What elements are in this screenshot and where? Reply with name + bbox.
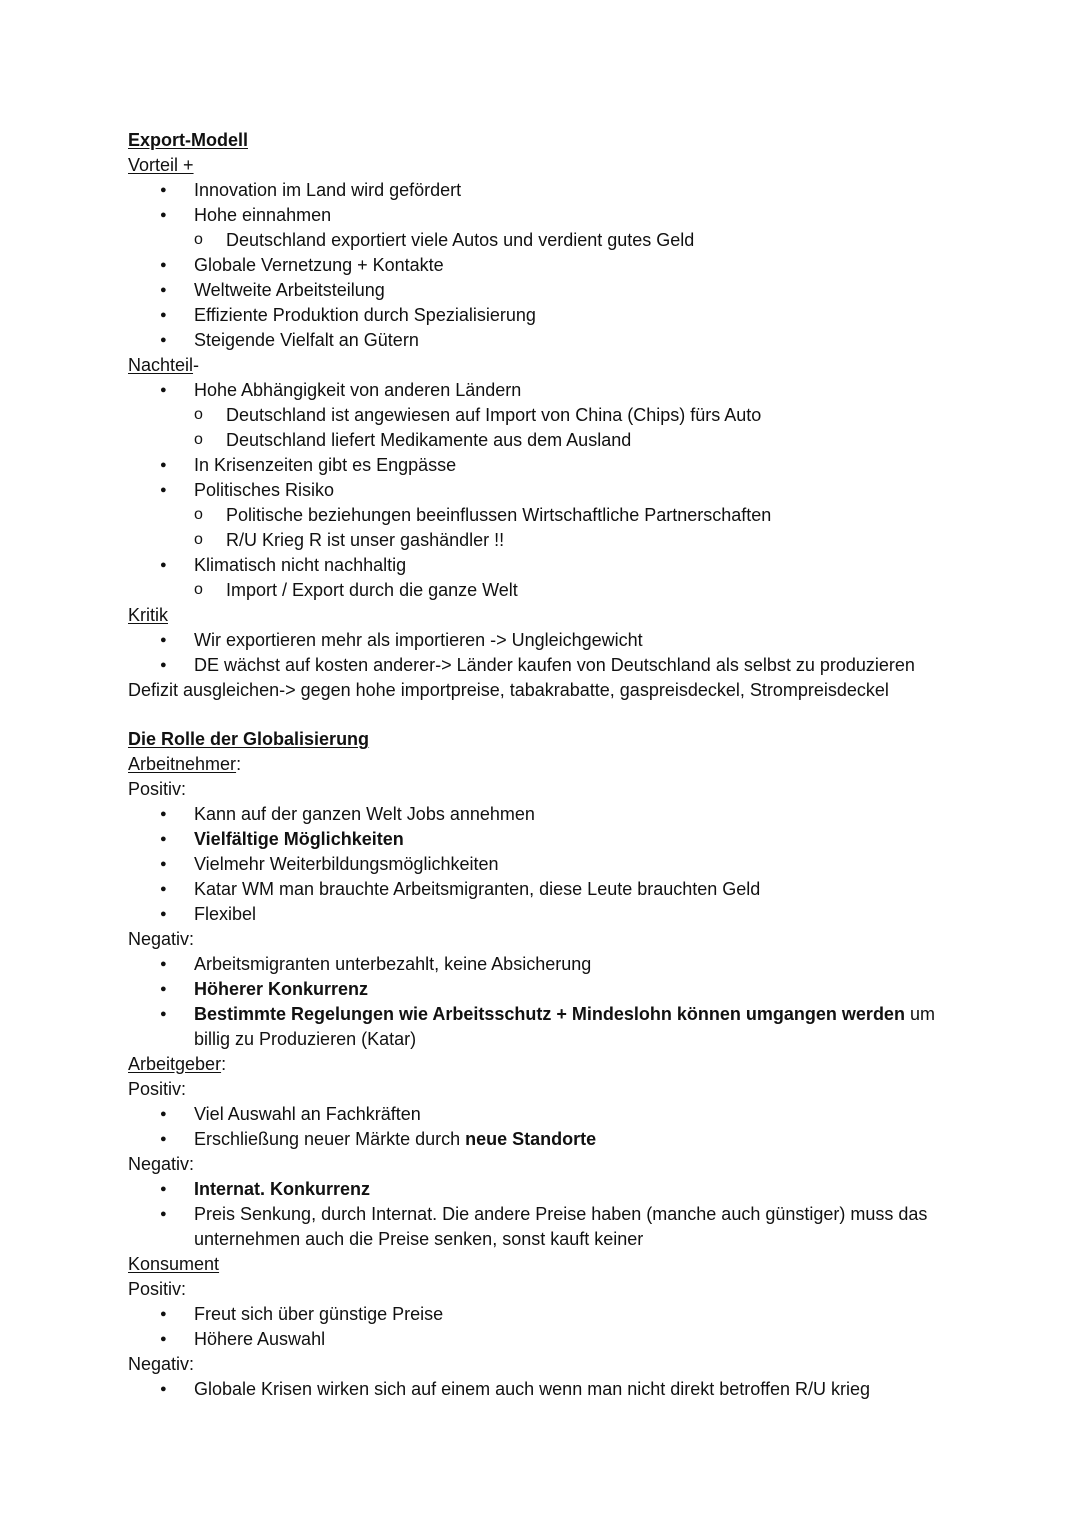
list-item	[128, 1002, 948, 1052]
konsument-label: Konsument	[128, 1254, 220, 1274]
vorteil-label: Vorteil +	[128, 155, 194, 175]
list-item: ● Flexibel	[128, 902, 948, 927]
defizit-text: Defizit ausgleichen-> gegen hohe importpreise, tabakrabatte, gaspreisdeckel, Strompreisdeckel	[128, 680, 889, 700]
list-item: ● Höhere Auswahl	[128, 1327, 948, 1352]
arbeitnehmer-heading	[128, 752, 948, 777]
regelungen-bold-text: Bestimmte Regelungen wie Arbeitsschutz + Mindeslohn können umgangen werden	[194, 1004, 905, 1024]
list-item: ● Politisches Risiko	[128, 478, 948, 503]
list-item: ● Katar WM man brauchte Arbeitsmigranten, diese Leute brauchten Geld	[128, 877, 948, 902]
erschliessung-text: Erschließung neuer Märkte durch	[194, 1129, 466, 1149]
arbeitnehmer-colon: :	[236, 754, 242, 774]
standorte-bold-text: neue Standorte	[465, 1129, 597, 1149]
arbeitgeber-heading	[128, 1052, 948, 1077]
list-item: ● Innovation im Land wird gefördert	[128, 178, 948, 203]
positiv-label: Positiv:	[128, 1279, 187, 1299]
sub-list-item: o Deutschland exportiert viele Autos und verdient gutes Geld	[128, 228, 948, 253]
list-item: ● Arbeitsmigranten unterbezahlt, keine Absicherung	[128, 952, 948, 977]
list-item: ● Steigende Vielfalt an Gütern	[128, 328, 948, 353]
list-item: ● Vielfältige Möglichkeiten	[128, 827, 948, 852]
list-item	[128, 1127, 948, 1152]
list-item: ● Kann auf der ganzen Welt Jobs annehmen	[128, 802, 948, 827]
arbeitgeber-colon: :	[221, 1054, 227, 1074]
list-item: ● Viel Auswahl an Fachkräften	[128, 1102, 948, 1127]
arbeitgeber-label: Arbeitgeber	[128, 1054, 222, 1074]
list-item: ● Höherer Konkurrenz	[128, 977, 948, 1002]
regelungen-rest-text: um billig zu Produzieren (Katar)	[194, 1004, 935, 1049]
section-spacer	[128, 703, 948, 727]
list-item: ● In Krisenzeiten gibt es Engpässe	[128, 453, 948, 478]
list-item: ● Weltweite Arbeitsteilung	[128, 278, 948, 303]
nachteil-heading	[128, 353, 948, 378]
kritik-label: Kritik	[128, 605, 168, 625]
list-item: ● Klimatisch nicht nachhaltig	[128, 553, 948, 578]
list-item: ● Freut sich über günstige Preise	[128, 1302, 948, 1327]
list-item: ● Hohe Abhängigkeit von anderen Ländern	[128, 378, 948, 403]
list-item: ● Hohe einnahmen	[128, 203, 948, 228]
negativ-label: Negativ:	[128, 929, 195, 949]
list-item: ● Vielmehr Weiterbildungsmöglichkeiten	[128, 852, 948, 877]
globalisierung-heading: Die Rolle der Globalisierung	[128, 729, 370, 749]
list-item: ● DE wächst auf kosten anderer-> Länder kaufen von Deutschland als selbst zu produzieren	[128, 653, 948, 678]
positiv-label: Positiv:	[128, 1079, 187, 1099]
nachteil-suffix: -	[193, 355, 200, 375]
list-item: ● Globale Krisen wirken sich auf einem auch wenn man nicht direkt betroffen R/U krieg	[128, 1377, 948, 1402]
negativ-label: Negativ:	[128, 1354, 195, 1374]
list-item: ● Effiziente Produktion durch Spezialisierung	[128, 303, 948, 328]
sub-list-item: o Politische beziehungen beeinflussen Wirtschaftliche Partnerschaften	[128, 503, 948, 528]
list-item: ● Preis Senkung, durch Internat. Die andere Preise haben (manche auch günstiger) muss das unternehmen auch die Preise senken, sonst kauft keiner	[128, 1202, 948, 1252]
sub-list-item: o R/U Krieg R ist unser gashändler !!	[128, 528, 948, 553]
nachteil-label: Nachteil	[128, 355, 194, 375]
sub-list-item: o Deutschland liefert Medikamente aus dem Ausland	[128, 428, 948, 453]
negativ-label: Negativ:	[128, 1154, 195, 1174]
list-item: ● Internat. Konkurrenz	[128, 1177, 948, 1202]
sub-list-item: o Deutschland ist angewiesen auf Import von China (Chips) fürs Auto	[128, 403, 948, 428]
list-item: ● Globale Vernetzung + Kontakte	[128, 253, 948, 278]
export-modell-heading: Export-Modell	[128, 130, 248, 150]
sub-list-item: o Import / Export durch die ganze Welt	[128, 578, 948, 603]
positiv-label: Positiv:	[128, 779, 187, 799]
list-item: ● Wir exportieren mehr als importieren -> Ungleichgewicht	[128, 628, 948, 653]
arbeitnehmer-label: Arbeitnehmer	[128, 754, 237, 774]
document-page	[128, 128, 948, 1402]
